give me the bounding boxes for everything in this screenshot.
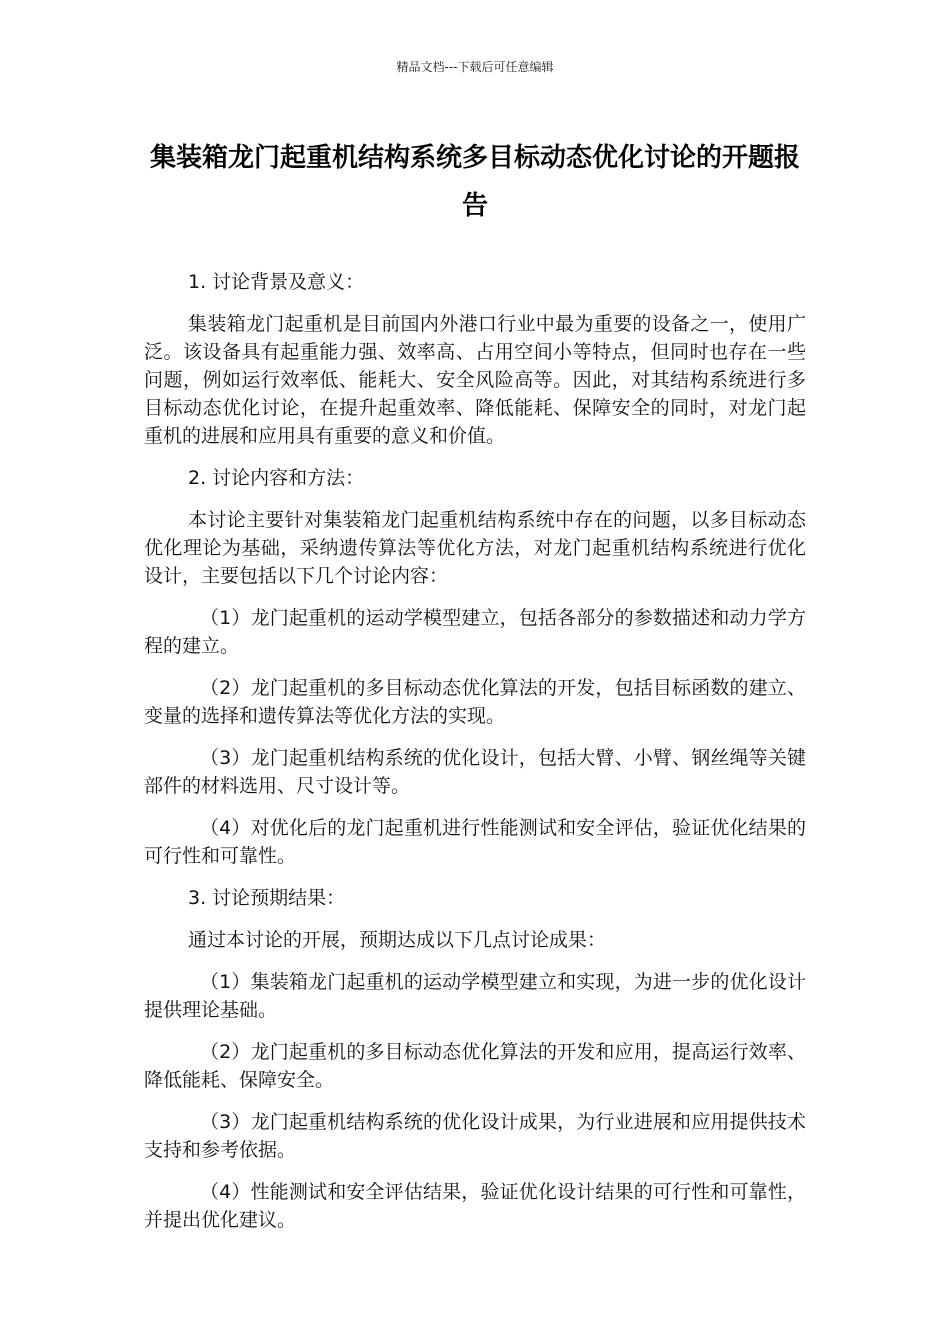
list-item: （3）龙门起重机结构系统的优化设计成果，为行业进展和应用提供技术支持和参考依据。 — [144, 1111, 806, 1161]
list-item: （4）性能测试和安全评估结果，验证优化设计结果的可行性和可靠性，并提出优化建议。 — [144, 1181, 806, 1231]
list-item: （2）龙门起重机的多目标动态优化算法的开发和应用，提高运行效率、降低能耗、保障安全。 — [144, 1041, 806, 1091]
document-title: 集装箱龙门起重机结构系统多目标动态优化讨论的开题报告 — [149, 143, 800, 221]
list-item: （3）龙门起重机结构系统的优化设计，包括大臂、小臂、钢丝绳等关键部件的材料选用、尺寸设计等。 — [144, 747, 806, 797]
list-item: （1）龙门起重机的运动学模型建立，包括各部分的参数描述和动力学方程的建立。 — [144, 607, 806, 657]
section-heading-1: 1. 讨论背景及意义： — [188, 271, 365, 293]
section-heading-3: 3. 讨论预期结果： — [188, 887, 346, 909]
list-item: （2）龙门起重机的多目标动态优化算法的开发，包括目标函数的建立、变量的选择和遗传算法等优化方法的实现。 — [144, 677, 806, 727]
document-body — [144, 268, 806, 1248]
paragraph-methods: 本讨论主要针对集装箱龙门起重机结构系统中存在的问题，以多目标动态优化理论为基础，采纳遗传算法等优化方法，对龙门起重机结构系统进行优化设计，主要包括以下几个讨论内容： — [144, 509, 806, 587]
paragraph-background: 集装箱龙门起重机是目前国内外港口行业中最为重要的设备之一，使用广泛。该设备具有起重能力强、效率高、占用空间小等特点，但同时也存在一些问题，例如运行效率低、能耗大、安全风险高等。因此，对其结构系统进行多目标动态优化讨论，在提升起重效率、降低能耗、保障安全的同时，对龙门起重机的进展和应用具有重要的意义和价值。 — [144, 313, 806, 447]
header-note: 精品文档---下载后可任意编辑 — [396, 60, 554, 74]
list-item: （1）集装箱龙门起重机的运动学模型建立和实现，为进一步的优化设计提供理论基础。 — [144, 971, 806, 1021]
section-heading-2: 2. 讨论内容和方法： — [188, 467, 365, 489]
list-item: （4）对优化后的龙门起重机进行性能测试和安全评估，验证优化结果的可行性和可靠性。 — [144, 817, 806, 867]
paragraph-expected-results: 通过本讨论的开展，预期达成以下几点讨论成果： — [188, 929, 607, 951]
